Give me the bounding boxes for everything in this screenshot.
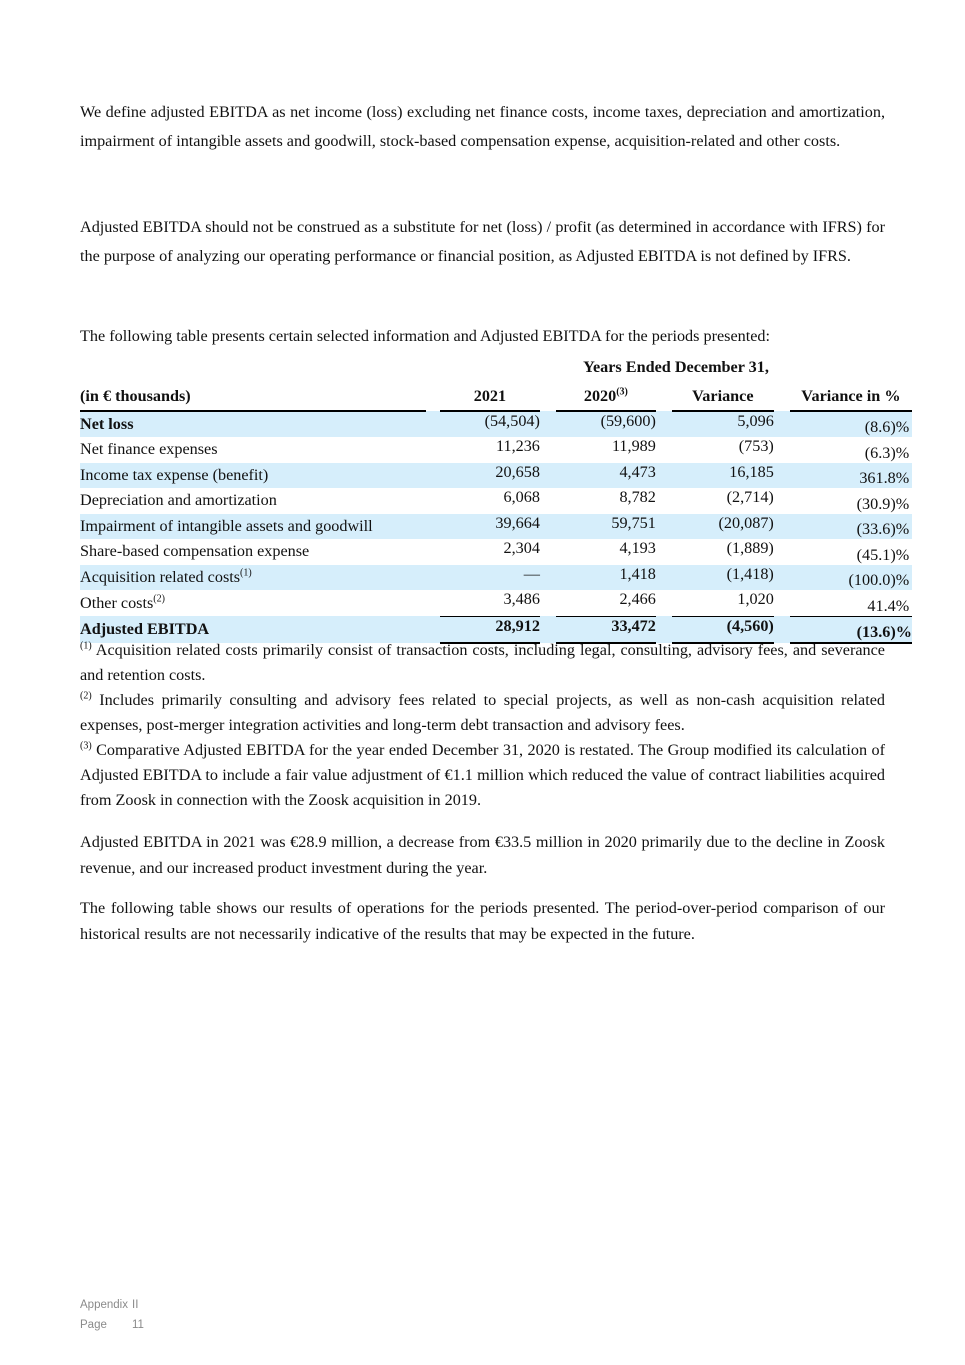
value-variance-pct: (8.6) <box>790 411 896 438</box>
value-variance: 16,185 <box>672 463 774 489</box>
table-row <box>80 514 912 540</box>
table-row <box>80 539 912 565</box>
row-label: Acquisition related costs$^{(1)}$ <box>80 565 426 591</box>
value-2020: 4,473 <box>556 463 656 489</box>
value-variance: (753) <box>738 437 774 455</box>
value-variance: (20,087) <box>672 514 774 540</box>
col-2021-header: 2021 <box>440 384 540 411</box>
value-2020: 8,782 <box>619 488 656 506</box>
percent-sign: % <box>896 565 912 591</box>
table-row <box>80 565 912 591</box>
row-label: Net loss <box>80 411 426 438</box>
col-variance-header: Variance <box>672 384 774 411</box>
value-2021: (54,504) <box>440 411 540 438</box>
appendix-label: Appendix <box>80 1299 128 1311</box>
percent-sign: % <box>895 494 910 513</box>
value-variance-pct: (100.0) <box>790 565 896 591</box>
ifrs-disclaimer-paragraph: Adjusted EBITDA should not be construed as a substitute for net (loss) / profit (as determined in accordance with IFRS) for the purpose of analyzing our operating performance or financial position, as Adjusted EBITDA is not defined by IFRS. <box>80 218 885 265</box>
footnote-1-ref: (1) <box>240 567 252 579</box>
value-variance-pct: (33.6) <box>790 514 896 540</box>
value-2020: 2,466 <box>556 590 656 616</box>
table-row <box>80 463 912 489</box>
years-ended-header: Years Ended December 31, <box>583 358 769 376</box>
intro-definition-paragraph: We define adjusted EBITDA as net income (loss) excluding net finance costs, income taxes, depreciation and amortization, impairment of intangible assets and goodwill, stock-based compensation expense, acquisition-related and other costs. <box>80 103 885 150</box>
row-label: Net finance expenses <box>80 440 218 459</box>
value-variance: (2,714) <box>726 488 774 506</box>
row-label: Adjusted EBITDA <box>80 616 426 643</box>
value-2020: 11,989 <box>611 437 656 455</box>
adjusted-ebitda-summary-paragraph: Adjusted EBITDA in 2021 was €28.9 million, a decrease from €33.5 million in 2020 primarily due to the decline in Zoosk revenue, and our increased product investment during the year. <box>80 833 885 877</box>
value-2021: 28,912 <box>440 616 540 643</box>
row-label: Impairment of intangible assets and goodwill <box>80 514 426 540</box>
percent-sign: % <box>896 514 912 540</box>
value-variance-pct: (30.9) <box>856 494 896 513</box>
page-number: 11 <box>132 1319 144 1331</box>
value-2021: 6,068 <box>503 488 540 506</box>
appendix-value: II <box>132 1299 139 1311</box>
percent-sign: % <box>896 411 912 438</box>
value-variance: 5,096 <box>672 411 774 438</box>
percent-sign: % <box>895 545 910 564</box>
col-variance-pct-header: Variance in % <box>790 384 912 411</box>
value-2021: 2,304 <box>503 539 540 557</box>
value-variance: (4,560) <box>672 616 774 643</box>
results-intro-paragraph: The following table shows our results of operations for the periods presented. The period-over-period comparison of our historical results are not necessarily indicative of the results that may be expected in the future. <box>80 899 885 943</box>
value-2021: 3,486 <box>440 590 540 616</box>
table-row <box>80 437 912 463</box>
table-row <box>80 590 912 616</box>
footnote-2-ref: (2) <box>153 593 165 605</box>
value-variance: (1,418) <box>672 565 774 591</box>
footer-page <box>80 1319 144 1331</box>
percent-sign: % <box>896 590 912 616</box>
value-variance: 1,020 <box>672 590 774 616</box>
value-2020: 4,193 <box>619 539 656 557</box>
percent-sign: % <box>895 443 910 462</box>
adjusted-ebitda-table <box>80 384 912 644</box>
footnote-2: $^{(2)}$ Includes primarily consulting and advisory fees related to special projects, as well as non-cash acquisition related expenses, post-merger integration activities and long-term debt transaction and advisory fees. <box>80 690 885 734</box>
table-row <box>80 411 912 438</box>
row-label: Income tax expense (benefit) <box>80 463 426 489</box>
row-label: Other costs$^{(2)}$ <box>80 593 165 612</box>
value-variance-pct: (13.6) <box>790 616 896 643</box>
value-variance: (1,889) <box>726 539 774 557</box>
table-row <box>80 488 912 514</box>
page-label: Page <box>80 1319 107 1331</box>
row-label: Share-based compensation expense <box>80 542 310 561</box>
footnote-3: $^{(3)}$ Comparative Adjusted EBITDA for the year ended December 31, 2020 is restated. The Group modified its calculation of Adjusted EBITDA to include a fair value adjustment of €1.1 million which reduced the value of contract liabilities acquired from Zoosk in connection with the Zoosk acquisition in 2019. <box>80 740 886 809</box>
footnote-1: $^{(1)}$ Acquisition related costs primarily consist of transaction costs, including legal, consulting, advisory fees, and severance and retention costs. <box>80 640 885 684</box>
value-2021: 20,658 <box>440 463 540 489</box>
footnotes <box>80 638 885 813</box>
value-2020: 1,418 <box>556 565 656 591</box>
value-2020: 59,751 <box>556 514 656 540</box>
value-2020: (59,600) <box>556 411 656 438</box>
percent-sign: % <box>896 463 912 489</box>
footer-appendix <box>80 1299 138 1311</box>
units-header: (in € thousands) <box>80 384 426 411</box>
value-2021: 39,664 <box>440 514 540 540</box>
table-header-row <box>80 384 912 411</box>
percent-sign: % <box>896 616 912 643</box>
value-2020: 33,472 <box>556 616 656 643</box>
value-variance-pct: (45.1) <box>856 545 896 564</box>
value-variance-pct: 41.4 <box>790 590 896 616</box>
value-variance-pct: (6.3) <box>864 443 896 462</box>
footnote-3-ref: (3) <box>616 386 628 398</box>
row-label: Depreciation and amortization <box>80 491 277 510</box>
col-2020-header: 2020$^{(3)}$ <box>556 384 656 411</box>
value-variance-pct: 361.8 <box>790 463 896 489</box>
value-2021: — <box>440 565 540 591</box>
table-lead-paragraph: The following table presents certain selected information and Adjusted EBITDA for the periods presented: <box>80 327 771 345</box>
value-2021: 11,236 <box>495 437 540 455</box>
